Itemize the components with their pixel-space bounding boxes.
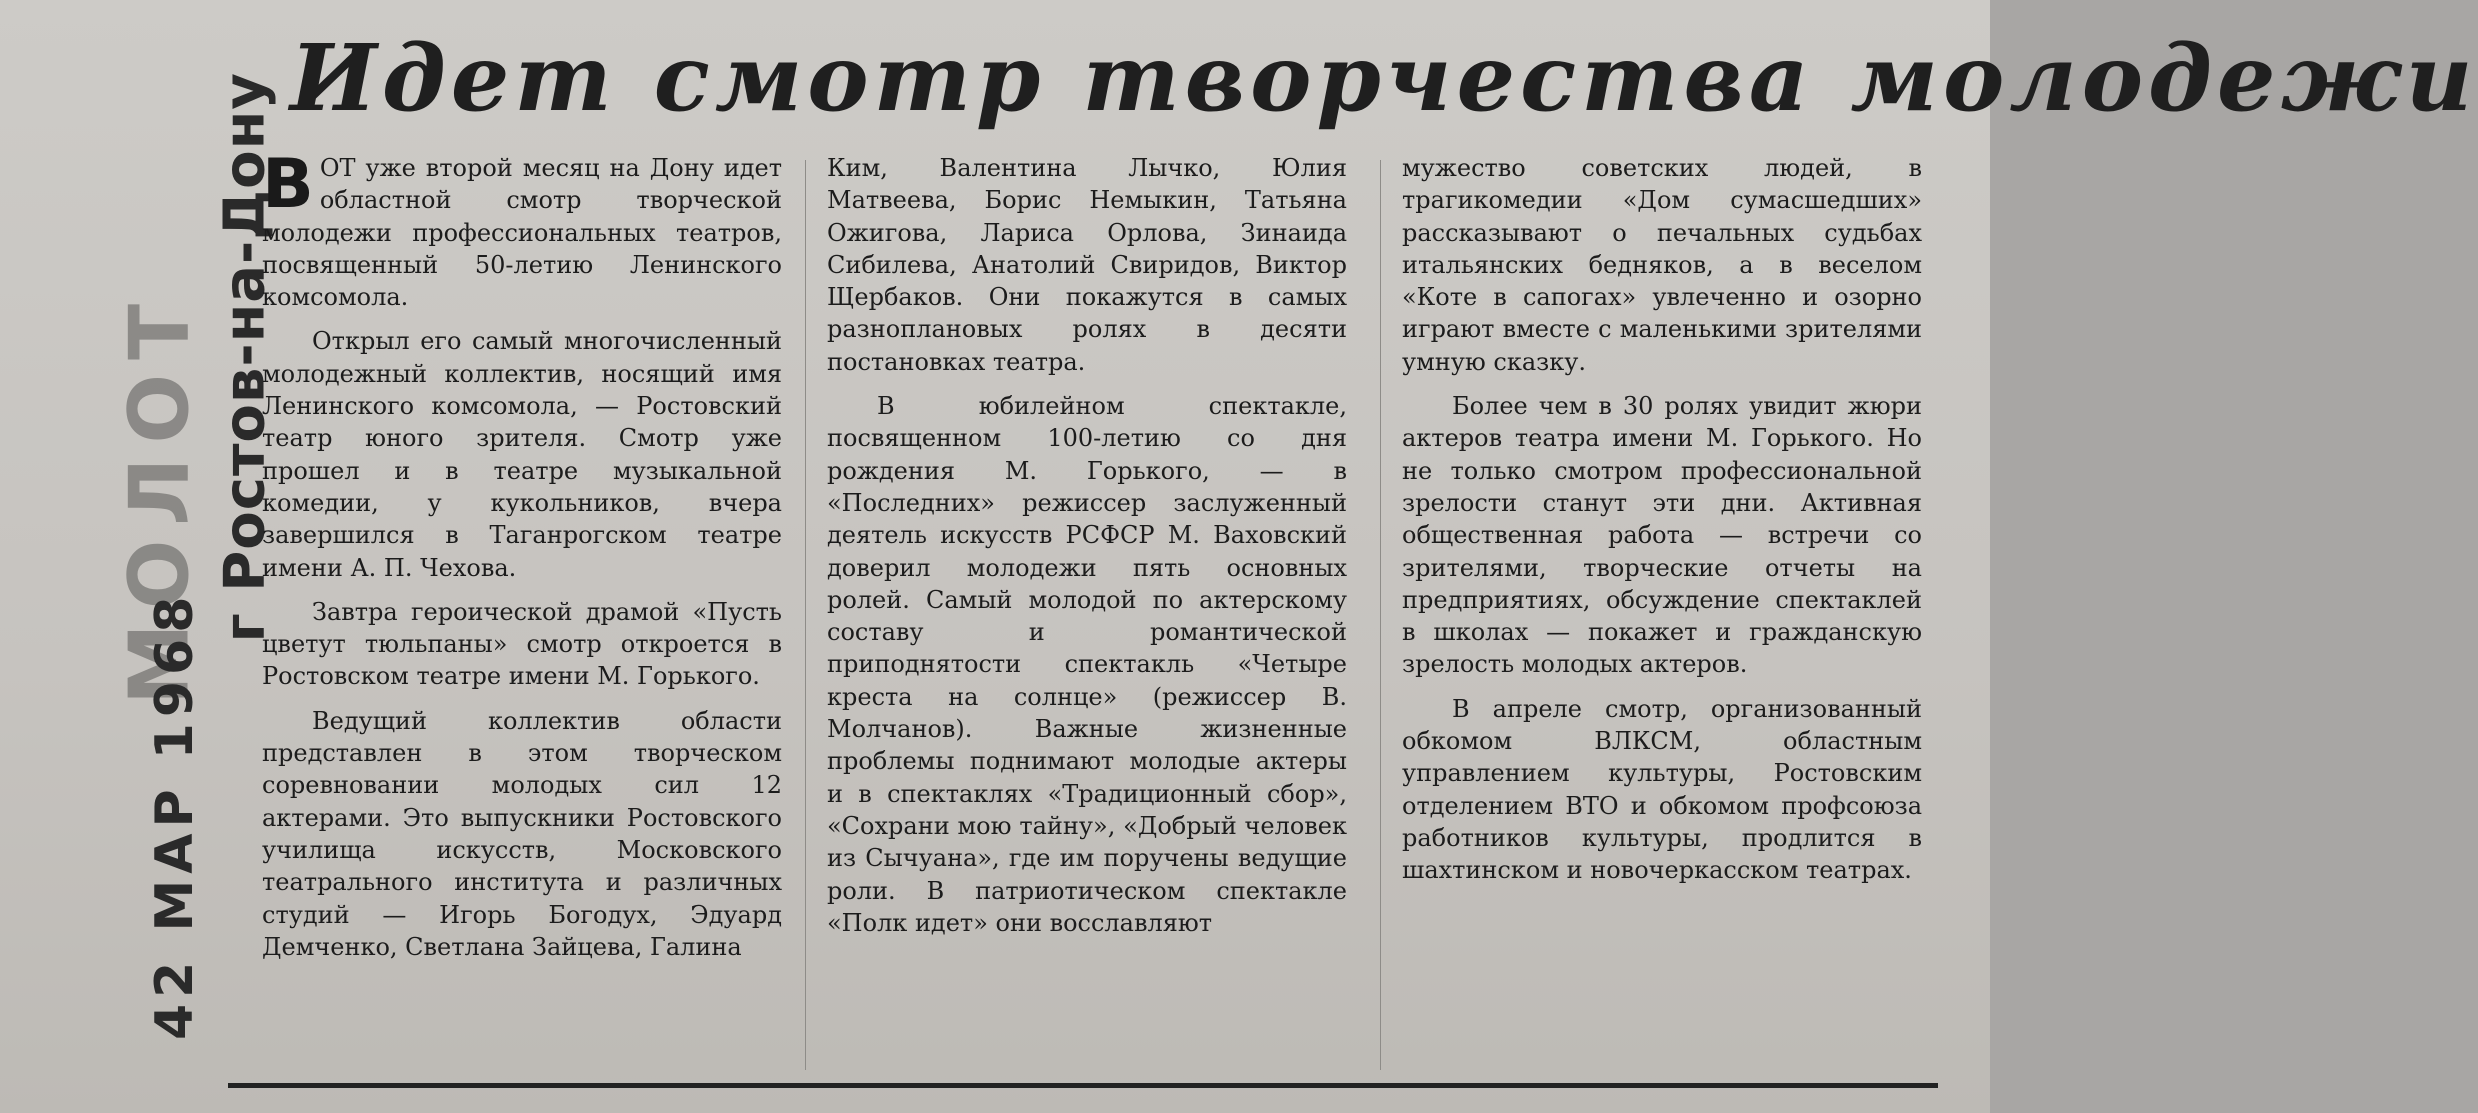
- stamp-city: г Ростов-на-Дону: [212, 72, 278, 643]
- article-paragraph: Завтра героической драмой «Пусть цветут тюльпаны» смотр откроется в Ростовском театре имени М. Горького.: [262, 597, 782, 691]
- article-body: [262, 145, 1962, 1074]
- article-column-2: [827, 152, 1347, 1074]
- article-paragraph: мужество советских людей, в трагикомедии «Дом сумасшедших» рассказывают о печальных судьбах итальянских бедняков, а в веселом «Коте в сапогах» увлеченно и озорно играют вместе с маленькими зрителями умную сказку.: [1402, 154, 1922, 376]
- bottom-rule: [228, 1083, 1938, 1088]
- article-paragraph: Открыл его самый многочисленный молодежный коллектив, носящий имя Ленинского комсомола, — Ростовский театр юного зрителя. Смотр уже прошел и в театре музыкальной комедии, у кукольников, вчера завершился в Таганрогском театре имени А. П. Чехова.: [262, 327, 782, 582]
- article-column-1: [262, 145, 782, 1074]
- article-paragraph: Ким, Валентина Лычко, Юлия Матвеева, Борис Немыкин, Татьяна Ожигова, Лариса Орлова, Зинаида Сибилева, Анатолий Свиридов, Виктор Щербаков. Они покажутся в самых разноплановых ролях в десяти постановках театра.: [827, 154, 1347, 376]
- article-paragraph: В юбилейном спектакле, посвященном 100-летию со дня рождения М. Горького, — в «Последних» режиссер заслуженный деятель искусств РСФСР М. Ваховский доверил молодежи пять основных ролей. Самый молодой по актерскому составу и романтической приподнятости спектакль «Четыре креста на солнце» (режиссер В. Молчанов). Важные жизненные проблемы поднимают молодые актеры и в спектаклях «Традиционный сбор», «Сохрани мою тайну», «Добрый человек из Сычуана», где им поручены ведущие роли. В патриотическом спектакле «Полк идет» они восславляют: [827, 392, 1347, 937]
- archive-stamp: [70, 0, 278, 1113]
- stamp-date: 42 МАР 1968: [145, 590, 205, 1040]
- article-headline: Идет смотр творчества молодежи: [290, 24, 2478, 132]
- article-paragraph: В апреле смотр, организованный обкомом ВЛКСМ, областным управлением культуры, Ростовским отделением ВТО и обкомом профсоюза работников культуры, продлится в шахтинском и новочеркасском театрах.: [1402, 694, 1922, 885]
- article-paragraph: Более чем в 30 ролях увидит жюри актеров театра имени М. Горького. Но не только смотром профессиональной зрелости станут эти дни. Активная общественная работа — встречи со зрителями, творческие отчеты на предприятиях, обсуждение спектаклей в школах — покажет и гражданскую зрелость молодых актеров.: [1402, 392, 1922, 679]
- paragraph-text: ОТ уже второй месяц на Дону идет областной смотр творческой молодежи профессиональных театров, посвященный 50-летию Ленинского комсомола.: [262, 154, 782, 312]
- article-column-3: [1402, 152, 1922, 1074]
- article-paragraph: [262, 145, 782, 313]
- drop-cap: В: [262, 145, 314, 224]
- stamp-newspaper-name: МОЛОТ: [112, 289, 208, 706]
- article-paragraph: Ведущий коллектив области представлен в этом творческом соревновании молодых сил 12 актерами. Это выпускники Ростовского училища искусств, Московского театрального института и различных студий — Игорь Богодух, Эдуард Демченко, Светлана Зайцева, Галина: [262, 706, 782, 961]
